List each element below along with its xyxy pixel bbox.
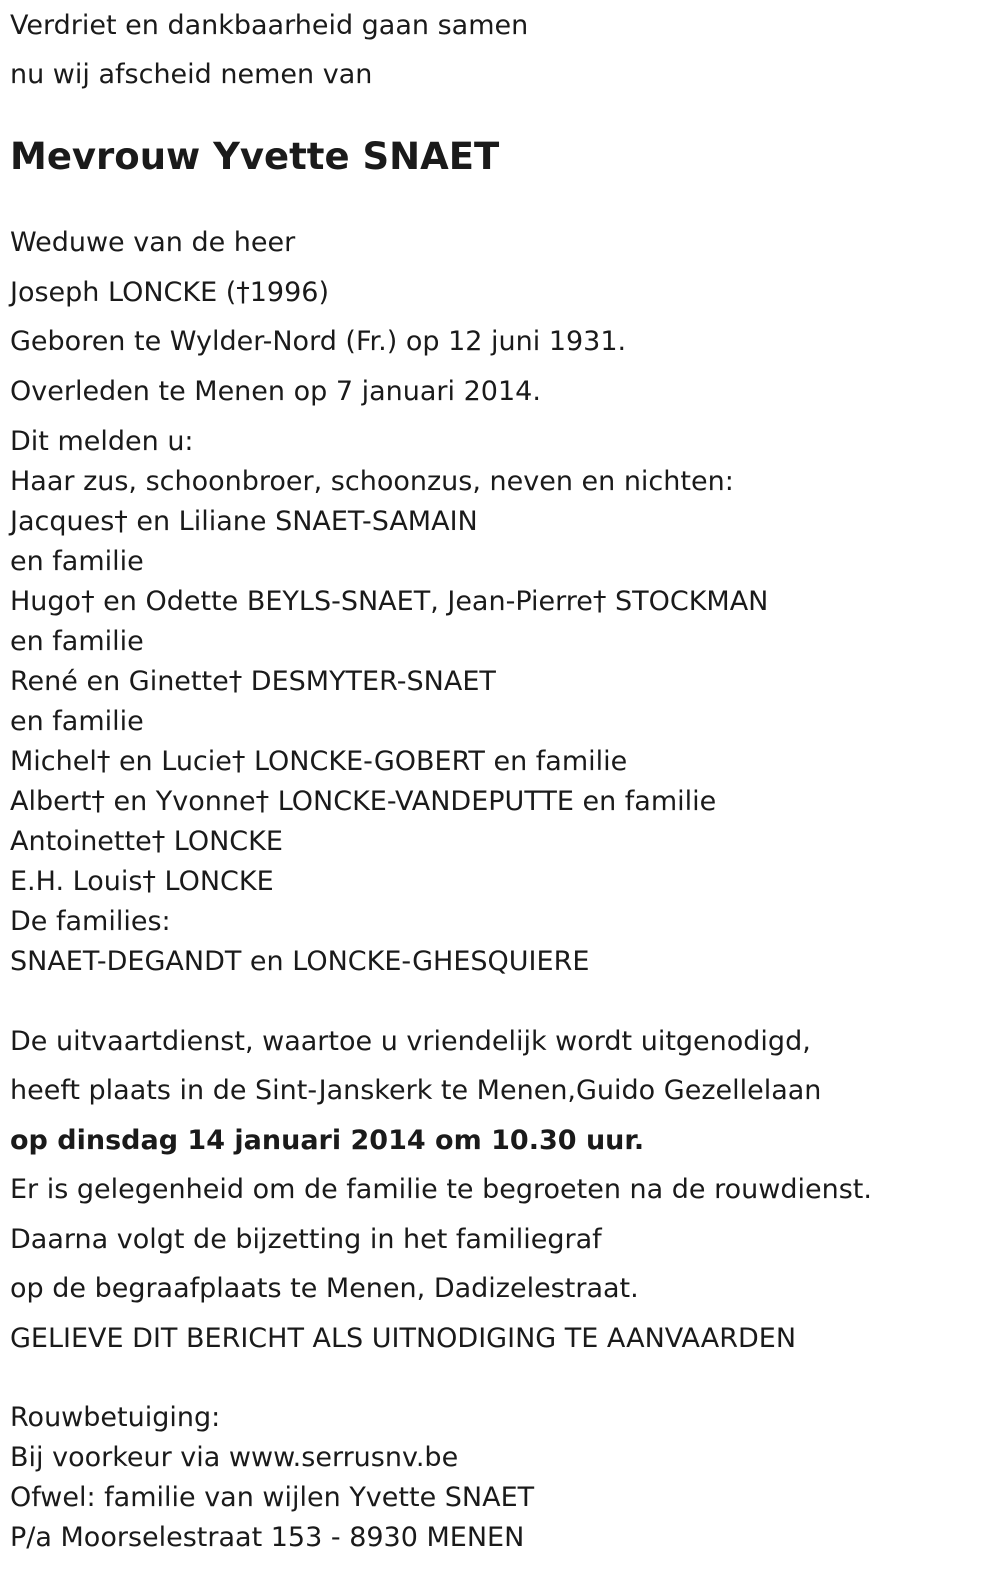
service-line-2: heeft plaats in de Sint-Janskerk te Menen,Guido Gezellelaan [10,1075,822,1106]
announcer-line: Albert† en Yvonne† LONCKE-VANDEPUTTE en familie [10,786,717,817]
condolences-heading: Rouwbetuiging: [10,1402,221,1433]
condolences-line: Bij voorkeur via www.serrusnv.be [10,1442,459,1473]
announcer-line: en familie [10,626,144,657]
announcer-line: en familie [10,546,144,577]
service-line-4: Daarna volgt de bijzetting in het familiegraf [10,1224,602,1255]
death-line: Overleden te Menen op 7 januari 2014. [10,376,541,407]
condolences-line: Ofwel: familie van wijlen Yvette SNAET [10,1482,535,1513]
intro-line-1: Verdriet en dankbaarheid gaan samen [10,10,529,41]
service-line-1: De uitvaartdienst, waartoe u vriendelijk wordt uitgenodigd, [10,1026,811,1057]
announcer-line: Michel† en Lucie† LONCKE-GOBERT en familie [10,746,628,777]
announcer-line: Dit melden u: [10,426,194,457]
service-line-3: Er is gelegenheid om de familie te begroeten na de rouwdienst. [10,1174,872,1205]
widow-of-line: Weduwe van de heer [10,227,296,258]
service-line-5: op de begraafplaats te Menen, Dadizelestraat. [10,1273,639,1304]
service-datetime: op dinsdag 14 januari 2014 om 10.30 uur. [10,1125,645,1156]
announcer-line: SNAET-DEGANDT en LONCKE-GHESQUIERE [10,946,590,977]
deceased-name: Mevrouw Yvette SNAET [10,135,500,178]
announcer-line: De families: [10,906,171,937]
condolences-address: P/a Moorselestraat 153 - 8930 MENEN [10,1522,525,1553]
announcer-line: Hugo† en Odette BEYLS-SNAET, Jean-Pierre† STOCKMAN [10,586,769,617]
intro-line-2: nu wij afscheid nemen van [10,59,373,90]
announcer-line: en familie [10,706,144,737]
announcer-line: Antoinette† LONCKE [10,826,283,857]
announcer-line: E.H. Louis† LONCKE [10,866,274,897]
invitation-notice: GELIEVE DIT BERICHT ALS UITNODIGING TE AANVAARDEN [10,1323,797,1354]
birth-line: Geboren te Wylder-Nord (Fr.) op 12 juni 1931. [10,326,627,357]
announcer-line: Jacques† en Liliane SNAET-SAMAIN [10,506,478,537]
announcer-line: René en Ginette† DESMYTER-SNAET [10,666,496,697]
spouse-line: Joseph LONCKE (†1996) [10,277,330,308]
announcer-line: Haar zus, schoonbroer, schoonzus, neven en nichten: [10,466,734,497]
